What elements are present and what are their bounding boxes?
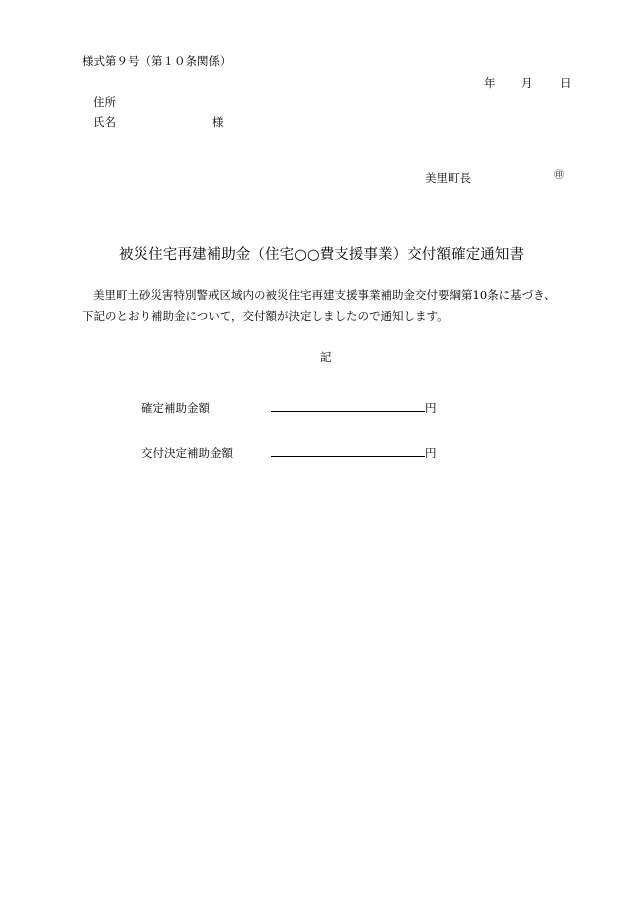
form-number: 様式第９号（第１０条関係） (82, 54, 232, 68)
confirmed-amount-label: 確定補助金額 (141, 401, 210, 415)
date-month-label: 月 (521, 76, 533, 90)
ki-heading: 記 (320, 350, 332, 364)
issuer-title: 美里町長 (425, 171, 471, 185)
honorific-sama: 様 (212, 115, 224, 129)
confirmed-amount-field-line (271, 411, 425, 412)
name-label: 氏名 (93, 115, 116, 129)
date-year-label: 年 (484, 76, 496, 90)
seal-icon: ㊞ (554, 170, 564, 181)
date-day-label: 日 (560, 76, 572, 90)
body-paragraph: 美里町土砂災害特別警戒区域内の被災住宅再建支援事業補助金交付要綱第10条に基づき、下記のとおり補助金について，交付額が決定しましたので通知します。 (82, 288, 556, 323)
decided-amount-label: 交付決定補助金額 (141, 446, 233, 460)
decided-amount-unit: 円 (425, 446, 437, 460)
decided-amount-field-line (271, 456, 425, 457)
date-line (484, 75, 572, 91)
confirmed-amount-unit: 円 (425, 401, 437, 415)
document-title: 被災住宅再建補助金（住宅○○費支援事業）交付額確定通知書 (119, 247, 525, 263)
address-label: 住所 (93, 95, 116, 109)
